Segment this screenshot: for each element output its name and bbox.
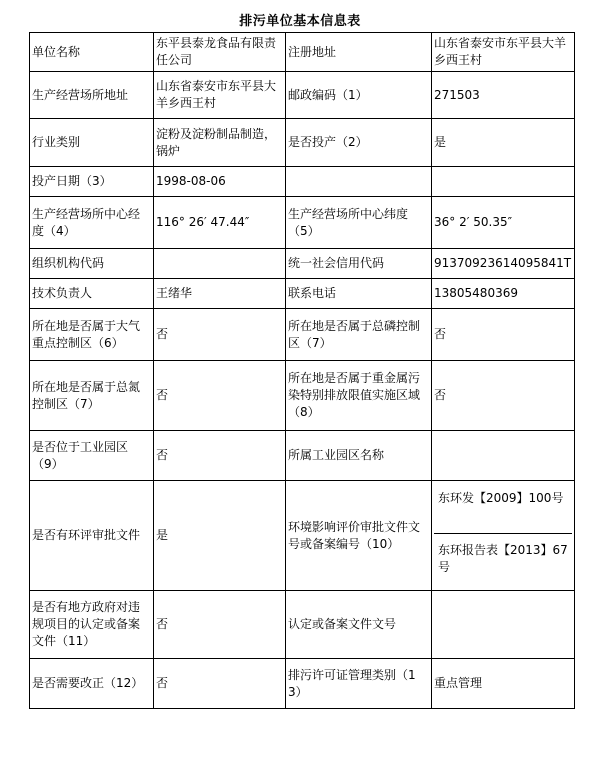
table-row [30, 119, 575, 167]
label-cell: 行业类别 [30, 119, 154, 167]
value-cell: 山东省泰安市东平县大羊乡西王村 [432, 33, 575, 72]
label-cell: 联系电话 [286, 279, 432, 309]
label-cell: 统一社会信用代码 [286, 249, 432, 279]
value-cell: 13805480369 [432, 279, 575, 309]
label-cell: 是否位于工业园区（9） [30, 431, 154, 481]
table-row [30, 481, 575, 591]
label-cell [286, 167, 432, 197]
table-row [30, 591, 575, 659]
label-cell: 环境影响评价审批文件文号或备案编号（10） [286, 481, 432, 591]
value-cell: 36° 2′ 50.35″ [432, 197, 575, 249]
value-cell: 否 [432, 361, 575, 431]
label-cell: 是否投产（2） [286, 119, 432, 167]
label-cell: 所在地是否属于总氮控制区（7） [30, 361, 154, 431]
table-row [30, 197, 575, 249]
value-cell: 否 [154, 309, 286, 361]
label-cell: 所属工业园区名称 [286, 431, 432, 481]
label-cell: 是否需要改正（12） [30, 659, 154, 709]
eia-document-number: 东环发【2009】100号 [434, 482, 572, 534]
label-cell: 生产经营场所地址 [30, 72, 154, 119]
value-cell: 否 [154, 361, 286, 431]
label-cell: 技术负责人 [30, 279, 154, 309]
table-row [30, 33, 575, 72]
value-cell: 东平县泰龙食品有限责任公司 [154, 33, 286, 72]
info-table [29, 32, 575, 709]
value-cell: 91370923614095841T [432, 249, 575, 279]
page-title: 排污单位基本信息表 [239, 14, 361, 29]
value-cell: 重点管理 [432, 659, 575, 709]
table-row [30, 309, 575, 361]
value-cell: 116° 26′ 47.44″ [154, 197, 286, 249]
table-row [30, 361, 575, 431]
label-cell: 组织机构代码 [30, 249, 154, 279]
table-row [30, 659, 575, 709]
label-cell: 是否有地方政府对违规项目的认定或备案文件（11） [30, 591, 154, 659]
table-row [30, 167, 575, 197]
value-cell: 否 [432, 309, 575, 361]
label-cell: 所在地是否属于大气重点控制区（6） [30, 309, 154, 361]
value-cell: 山东省泰安市东平县大羊乡西王村 [154, 72, 286, 119]
value-cell: 淀粉及淀粉制品制造，锅炉 [154, 119, 286, 167]
value-cell: 1998-08-06 [154, 167, 286, 197]
value-cell: 否 [154, 659, 286, 709]
eia-document-list [434, 482, 572, 589]
label-cell: 生产经营场所中心经度（4） [30, 197, 154, 249]
value-cell-split [432, 481, 575, 591]
value-cell: 否 [154, 431, 286, 481]
value-cell: 是 [154, 481, 286, 591]
label-cell: 认定或备案文件文号 [286, 591, 432, 659]
value-cell [432, 591, 575, 659]
eia-document-number: 东环报告表【2013】67号 [438, 543, 568, 574]
table-row [30, 72, 575, 119]
value-cell: 271503 [432, 72, 575, 119]
value-cell [154, 249, 286, 279]
value-cell: 是 [432, 119, 575, 167]
value-cell: 否 [154, 591, 286, 659]
value-cell [432, 167, 575, 197]
label-cell: 是否有环评审批文件 [30, 481, 154, 591]
label-cell: 所在地是否属于总磷控制区（7） [286, 309, 432, 361]
label-cell: 生产经营场所中心纬度（5） [286, 197, 432, 249]
table-row [30, 279, 575, 309]
label-cell: 排污许可证管理类别（13） [286, 659, 432, 709]
value-cell [432, 431, 575, 481]
table-row [30, 431, 575, 481]
label-cell: 投产日期（3） [30, 167, 154, 197]
table-row [30, 249, 575, 279]
label-cell: 注册地址 [286, 33, 432, 72]
value-cell: 王绪华 [154, 279, 286, 309]
label-cell: 单位名称 [30, 33, 154, 72]
label-cell: 邮政编码（1） [286, 72, 432, 119]
label-cell: 所在地是否属于重金属污染特别排放限值实施区域（8） [286, 361, 432, 431]
